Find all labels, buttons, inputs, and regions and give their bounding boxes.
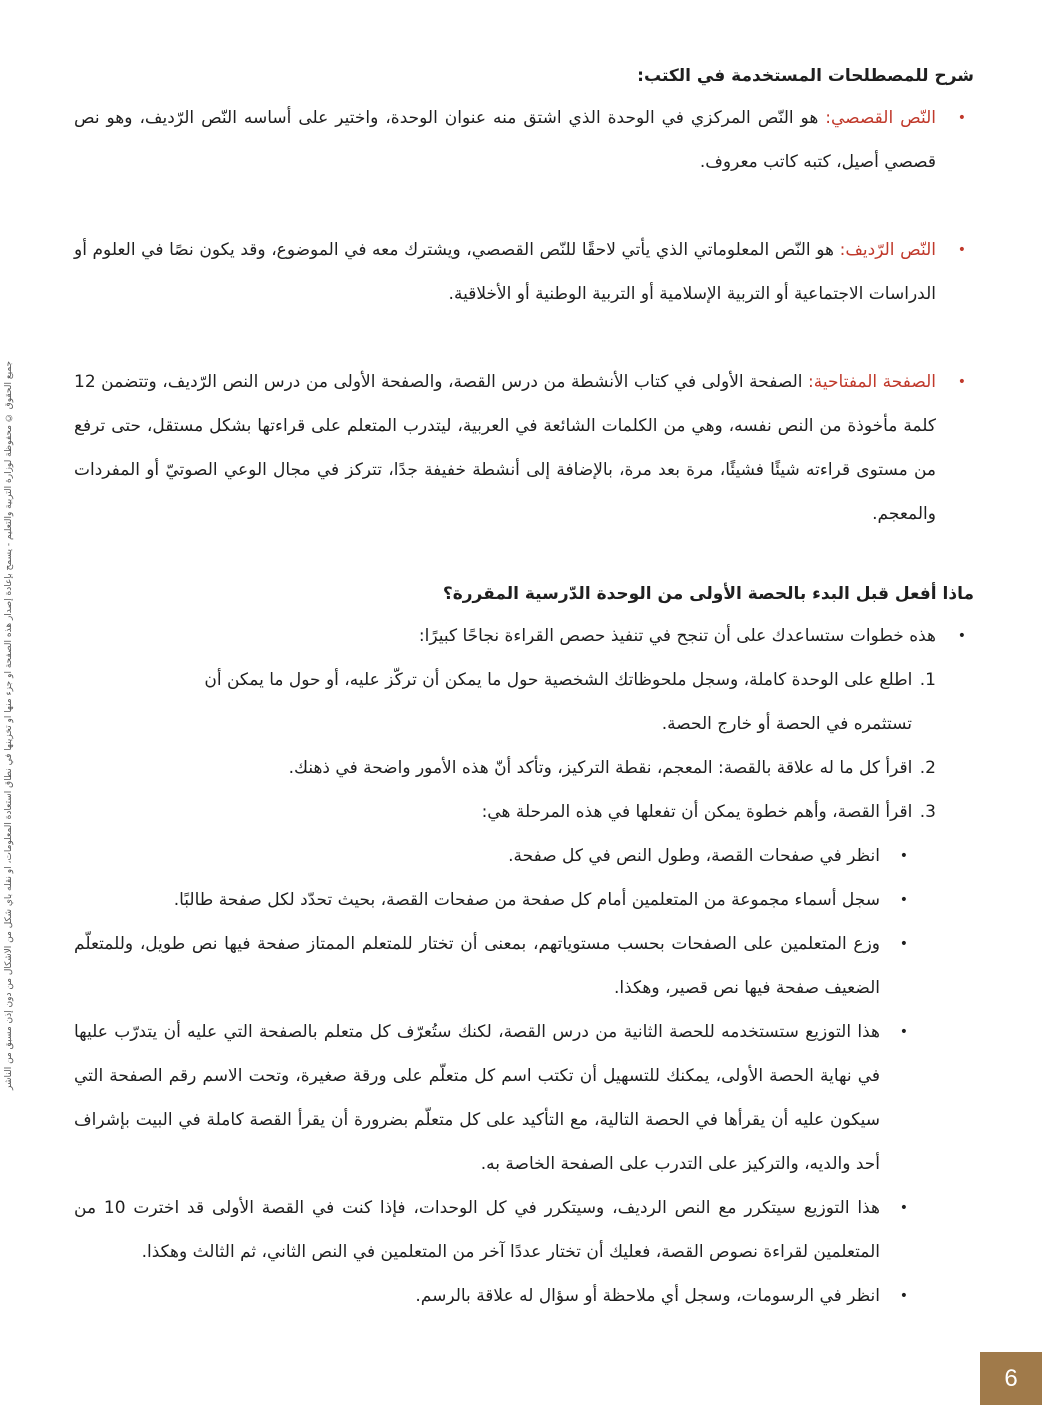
term-item [74,96,974,184]
term-name: النّص الرّديف: [839,240,936,260]
steps-section [74,574,974,1318]
sub-steps-list [74,834,974,1318]
page-number: 6 [1004,1364,1018,1392]
step-item [74,790,936,834]
sub-step-item [74,1010,908,1186]
sub-step-text: هذا التوزيع سيتكرر مع النص الرديف، وسيتكرر في كل الوحدات، فإذا كنت في القصة الأولى قد اخترت 10 من المتعلمين لقراءة نصوص القصة، فعليك أن تختار عددًا آخر من المتعلمين في النص الثاني، ثم الثالث وهكذا. [74,1198,881,1262]
sub-step-text: هذا التوزيع ستستخدمه للحصة الثانية من درس القصة، لكنك ستُعرّف كل متعلم بالصفحة التي عليه أن يتدرّب عليها في نهاية الحصة الأولى، يمكنك للتسهيل أن تكتب اسم كل متعلّم على ورقة صغيرة، وتحت الاسم رقم الصفحة التي سيكون عليه أن يقرأها في الحصة التالية، مع التأكيد على كل متعلّم بضرورة أن يقرأ القصة كاملة في البيت بإشراف أحد والديه، والتركيز على التدرب على الصفحة الخاصة به. [74,1022,880,1174]
bullet-icon: • [899,1200,908,1216]
term-definition: الصفحة الأولى في كتاب الأنشطة من درس القصة، والصفحة الأولى من درس النص الرّديف، وتتضمن 12 كلمة مأخوذة من النص نفسه، وهي من الكلمات الشائعة في العربية، ليتدرب المتعلم على قراءتها بشكل مستقل، حتى ترفع من مستوى قراءته شيئًا فشيئًا، مرة بعد مرة، بالإضافة إلى أنشطة خفيفة جدًا، تتركز في مجال الوعي الصوتيّ أو المفردات والمعجم. [74,372,936,524]
bullet-icon: • [899,848,908,864]
bullet-icon: • [957,110,966,126]
term-definition: هو النّص المعلوماتي الذي يأتي لاحقًا للنّص القصصي، ويشترك معه في الموضوع، وقد يكون نصًا في العلوم أو الدراسات الاجتماعية أو التربية الإسلامية أو التربية الوطنية أو الأخلاقية. [74,240,936,304]
page-content [74,56,974,1318]
copyright-side-note: جميع الحقوق © محفوظة لوزارة التربية والتعليم - يسمح بإعادة إصدار هذه الصفحة أو جزء منها أو تخزينها في نطاق استعادة المعلومات، أو نقله بأي شكل من الأشكال من دون إذن مسبق من الناشر [4,360,14,1090]
sub-step-item [74,834,908,878]
step-number: 1. [919,670,936,690]
steps-intro [74,614,974,658]
steps-intro-text: هذه خطوات ستساعدك على أن تنجح في تنفيذ حصص القراءة نجاحًا كبيرًا: [418,626,936,646]
bullet-icon: • [899,936,908,952]
terms-list [74,96,974,536]
step-number: 3. [919,802,936,822]
bullet-icon: • [899,1024,908,1040]
term-name: الصفحة المفتاحية: [808,372,937,392]
sub-step-text: وزع المتعلمين على الصفحات بحسب مستوياتهم، بمعنى أن تختار للمتعلم الممتاز صفحة فيها نص طويل، وللمتعلّم الضعيف صفحة فيها نص قصير، وهكذا. [74,934,880,998]
sub-step-item [74,922,908,1010]
bullet-icon: • [957,374,966,390]
sub-step-text: انظر في الرسومات، وسجل أي ملاحظة أو سؤال له علاقة بالرسم. [415,1286,880,1306]
step-text: اقرأ القصة، وأهم خطوة يمكن أن تفعلها في هذه المرحلة هي: [481,802,913,822]
bullet-icon: • [899,892,908,908]
steps-list [74,658,974,834]
step-text-continued: تستثمره في الحصة أو خارج الحصة. [661,714,912,734]
term-name: النّص القصصي: [825,108,936,128]
sub-step-text: انظر في صفحات القصة، وطول النص في كل صفحة. [508,846,880,866]
bullet-icon: • [957,242,966,258]
page-number-badge [980,1352,1042,1405]
term-item [74,228,974,316]
term-item [74,360,974,536]
step-number: 2. [919,758,936,778]
sub-step-item [74,878,908,922]
steps-heading: ماذا أفعل قبل البدء بالحصة الأولى من الوحدة الدّرسية المقررة؟ [442,584,974,604]
step-item [74,658,936,746]
sub-step-item [74,1274,908,1318]
sub-step-text: سجل أسماء مجموعة من المتعلمين أمام كل صفحة من صفحات القصة، بحيث تحدّد لكل صفحة طالبًا. [173,890,880,910]
bullet-icon: • [957,628,966,644]
sub-step-item [74,1186,908,1274]
step-text: اقرأ كل ما له علاقة بالقصة: المعجم، نقطة التركيز، وتأكد أنّ هذه الأمور واضحة في ذهنك. [288,758,913,778]
terms-heading: شرح للمصطلحات المستخدمة في الكتب: [637,66,974,86]
step-item [74,746,936,790]
step-text: اطلع على الوحدة كاملة، وسجل ملحوظاتك الشخصية حول ما يمكن أن تركّز عليه، أو حول ما يمكن أن [204,670,913,690]
term-definition: هو النّص المركزي في الوحدة الذي اشتق منه عنوان الوحدة، واختير على أساسه النّص الرّديف، وهو نص قصصي أصيل، كتبه كاتب معروف. [74,108,936,172]
bullet-icon: • [899,1288,908,1304]
